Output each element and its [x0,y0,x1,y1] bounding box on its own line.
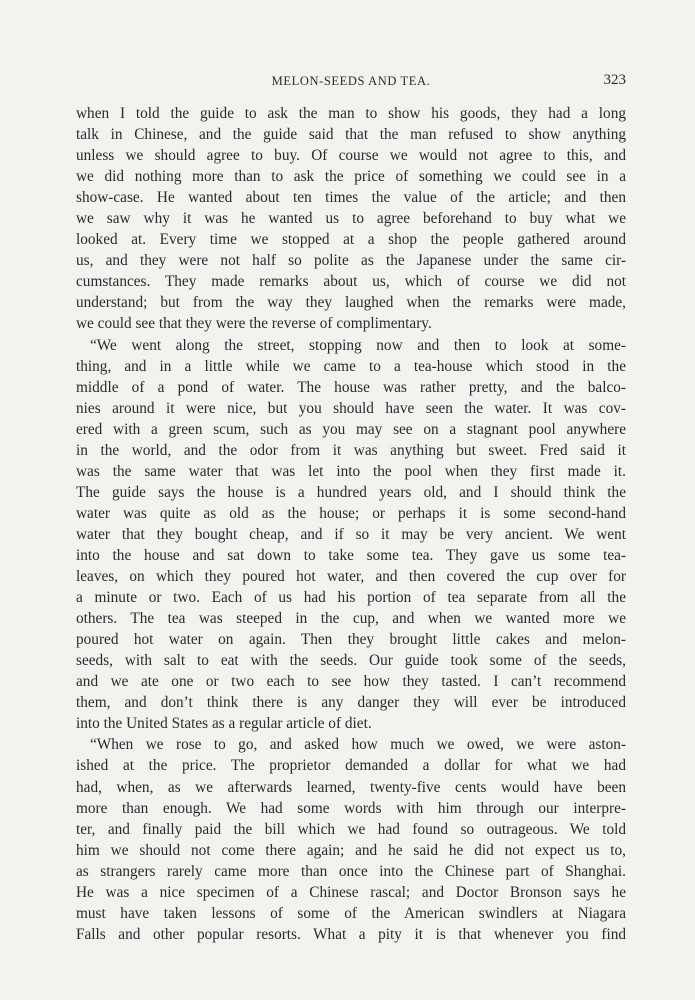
text-line: and we ate one or two each to see how they tasted. I can’t recommend [76,673,626,691]
text-line: water was quite as old as the house; or perhaps it is some second-hand [76,504,626,522]
text-line: thing, and in a little while we came to a tea-house which stood in the [76,357,626,375]
text-line: them, and don’t think there is any danger they will ever be introduced [76,694,626,712]
text-line: seeds, with salt to eat with the seeds. Our guide took some of the seeds, [76,652,626,670]
text-line: water that they bought cheap, and if so it may be very ancient. We went [76,525,626,543]
text-line: when I told the guide to ask the man to show his goods, they had a long [76,105,626,122]
text-line: ished at the price. The proprietor demanded a dollar for what we had [76,757,626,775]
paragraph-last-line: we could see that they were the reverse of complimentary. [76,315,432,333]
text-line: unless we should agree to buy. Of course we would not agree to this, and [76,147,626,165]
text-line: a minute or two. Each of us had his portion of tea separate from all the [76,589,626,607]
paragraph-first-line: “We went along the street, stopping now and then to look at some- [90,336,626,354]
body-text [76,103,626,945]
text-line: He was a nice specimen of a Chinese rascal; and Doctor Bronson says he [76,883,626,901]
paragraph-last-line: into the United States as a regular article of diet. [76,715,372,733]
text-line: ered with a green scum, such as you may see on a stagnant pool anywhere [76,420,626,438]
text-line: we saw why it was he wanted us to agree beforehand to buy what we [76,210,626,228]
text-line: looked at. Every time we stopped at a shop the people gathered around [76,231,626,249]
text-line: poured hot water on again. Then they brought little cakes and melon- [76,631,626,649]
page-number: 323 [603,72,626,88]
text-line: others. The tea was steeped in the cup, and when we wanted more we [76,610,626,628]
text-line: talk in Chinese, and the guide said that the man refused to show anything [76,126,626,144]
text-line: Falls and other popular resorts. What a pity it is that whenever you find [76,925,626,943]
text-line: him we should not come there again; and he said he did not expect us to, [76,841,626,859]
text-line: cumstances. They made remarks about us, which of course we did not [76,273,626,291]
text-line: as strangers rarely came more than once into the Chinese part of Shanghai. [76,862,626,880]
text-line: more than enough. We had some words with him through our interpre- [76,799,626,817]
page-header [76,72,626,92]
text-line: show-case. He wanted about ten times the value of the article; and then [76,189,626,207]
text-line: was the same water that was let into the pool when they first made it. [76,462,626,480]
text-line: understand; but from the way they laughed when the remarks were made, [76,294,626,312]
text-line: The guide says the house is a hundred years old, and I should think the [76,483,626,501]
text-line: leaves, on which they poured hot water, and then covered the cup over for [76,568,626,586]
text-line: middle of a pond of water. The house was rather pretty, and the balco- [76,378,626,396]
running-head: MELON-SEEDS AND TEA. [271,74,431,88]
text-line: had, when, as we afterwards learned, twenty-five cents would have been [76,778,626,796]
paragraph-first-line: “When we rose to go, and asked how much we owed, we were aston- [90,736,626,754]
text-line: must have taken lessons of some of the American swindlers at Niagara [76,904,626,922]
text-line: in the world, and the odor from it was anything but sweet. Fred said it [76,441,626,459]
text-line: we did nothing more than to ask the price of something we could see in a [76,168,626,186]
text-line: ter, and finally paid the bill which we had found so outrageous. We told [76,820,626,838]
text-line: into the house and sat down to take some tea. They gave us some tea- [76,546,626,564]
text-line: nies around it were nice, but you should have seen the water. It was cov- [76,399,626,417]
text-line: us, and they were not half so polite as the Japanese under the same cir- [76,252,626,270]
